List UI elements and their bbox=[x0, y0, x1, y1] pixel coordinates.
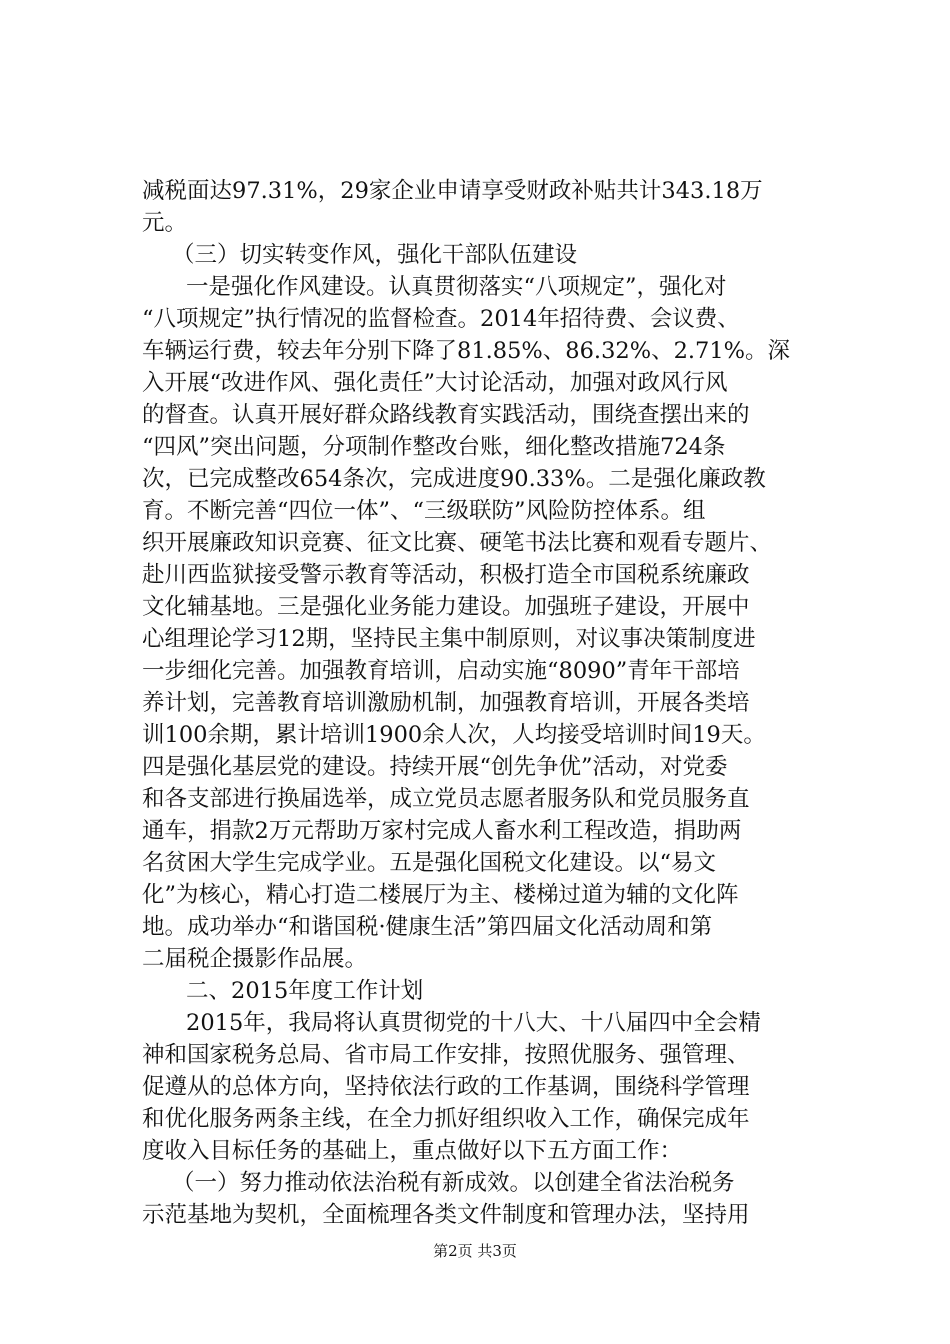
text-line: 化”为核心，精心打造二楼展厅为主、楼梯过道为辅的文化阵 bbox=[142, 882, 739, 908]
text-line: 车辆运行费，较去年分别下降了81.85%、86.32%、2.71%。深 bbox=[142, 338, 791, 364]
text-line: 赴川西监狱接受警示教育等活动，积极打造全市国税系统廉政 bbox=[142, 562, 750, 588]
text-line: 育。不断完善“四位一体”、“三级联防”风险防控体系。组 bbox=[142, 498, 706, 524]
text-line: 入开展“改进作风、强化责任”大讨论活动，加强对政风行风 bbox=[142, 370, 728, 396]
section-heading: （一）努力推动依法治税有新成效。以创建全省法治税务 bbox=[172, 1170, 735, 1196]
text-line: 训100余期，累计培训1900余人次，人均接受培训时间19天。 bbox=[142, 722, 766, 748]
text-line: 一步细化完善。加强教育培训，启动实施“8090”青年干部培 bbox=[142, 658, 740, 684]
text-line: 和各支部进行换届选举，成立党员志愿者服务队和党员服务直 bbox=[142, 786, 750, 812]
text-line: 四是强化基层党的建设。持续开展“创先争优”活动，对党委 bbox=[142, 754, 728, 780]
text-line: “八项规定”执行情况的监督检查。2014年招待费、会议费、 bbox=[142, 306, 740, 332]
text-line: 通车，捐款2万元帮助万家村完成人畜水利工程改造，捐助两 bbox=[142, 818, 742, 844]
text-line: 名贫困大学生完成学业。五是强化国税文化建设。以“易文 bbox=[142, 850, 717, 876]
page-footer bbox=[0, 1241, 950, 1261]
text-line: 的督查。认真开展好群众路线教育实践活动，围绕查摆出来的 bbox=[142, 402, 750, 428]
text-line: 减税面达97.31%，29家企业申请享受财政补贴共计343.18万 bbox=[142, 178, 763, 204]
text-line: 神和国家税务总局、省市局工作安排，按照优服务、强管理、 bbox=[142, 1042, 750, 1068]
text-line: 和优化服务两条主线，在全力抓好组织收入工作，确保完成年 bbox=[142, 1106, 750, 1132]
section-heading: 二、2015年度工作计划 bbox=[186, 978, 424, 1004]
text-line: 次，已完成整改654条次，完成进度90.33%。二是强化廉政教 bbox=[142, 466, 766, 492]
text-line: 元。 bbox=[142, 210, 188, 236]
text-line: 2015年，我局将认真贯彻党的十八大、十八届四中全会精 bbox=[186, 1010, 761, 1036]
text-line: 度收入目标任务的基础上，重点做好以下五方面工作： bbox=[142, 1138, 683, 1164]
text-line: 养计划，完善教育培训激励机制，加强教育培训，开展各类培 bbox=[142, 690, 750, 716]
section-heading: （三）切实转变作风，强化干部队伍建设 bbox=[172, 242, 578, 268]
text-line: 地。成功举办“和谐国税·健康生活”第四届文化活动周和第 bbox=[142, 914, 713, 940]
text-line: 二届税企摄影作品展。 bbox=[142, 946, 368, 972]
text-line: 心组理论学习12期，坚持民主集中制原则，对议事决策制度进 bbox=[142, 626, 756, 652]
text-line: 一是强化作风建设。认真贯彻落实“八项规定”，强化对 bbox=[186, 274, 727, 300]
page-number: 第2页 共3页 bbox=[433, 1242, 517, 1260]
text-line: 织开展廉政知识竞赛、征文比赛、硬笔书法比赛和观看专题片、 bbox=[142, 530, 773, 556]
text-line: 促遵从的总体方向，坚持依法行政的工作基调，围绕科学管理 bbox=[142, 1074, 750, 1100]
text-line: 示范基地为契机，全面梳理各类文件制度和管理办法，坚持用 bbox=[142, 1202, 750, 1228]
text-line: 文化辅基地。三是强化业务能力建设。加强班子建设，开展中 bbox=[142, 594, 750, 620]
text-line: “四风”突出问题，分项制作整改台账，细化整改措施724条 bbox=[142, 434, 726, 460]
